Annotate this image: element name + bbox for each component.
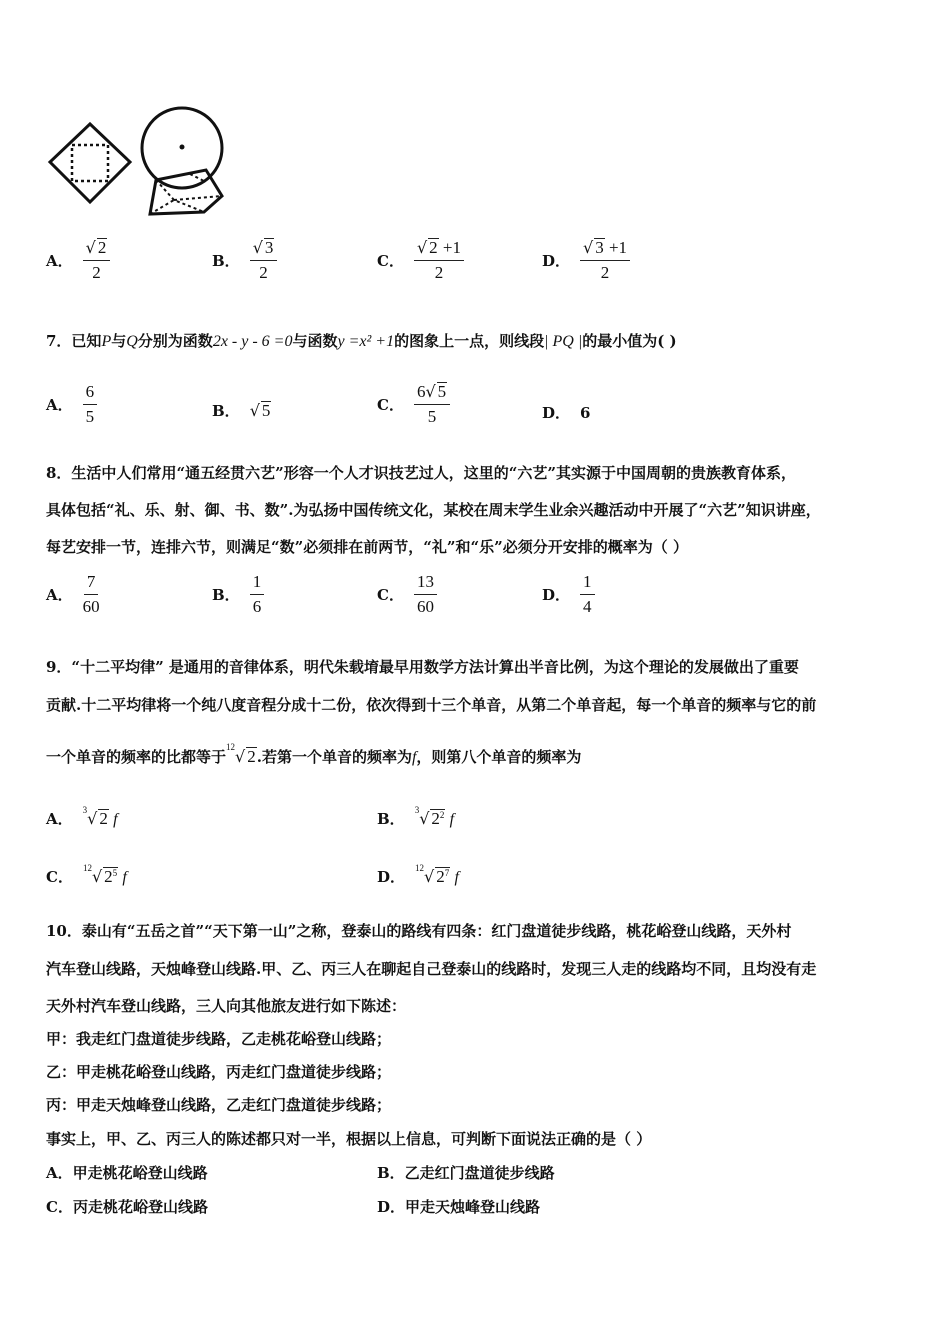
q10-line-5: 乙：甲走桃花峪登山线路，丙走红门盘道徒步线路； — [46, 1063, 392, 1081]
q7-option-b[interactable]: B． √ 5 — [212, 400, 271, 420]
q9-option-b[interactable]: B． $^3$√ $2^2$ f — [377, 804, 455, 828]
q10-line-1: 10．泰山有“五岳之首”“天下第一山”之称，登泰山的路线有四条：红门盘道徒步线路，桃花峪登山线路，天外村 — [46, 922, 792, 940]
q7-option-a[interactable]: A． $\frac{6}{5}$ — [46, 382, 97, 427]
q8-stem: 8．生活中人们常用“通五经贯六艺”形容一个人才识技艺过人，这里的“六艺”其实源于中国周朝的贵族教育体系， 具体包括“礼、乐、射、御、书、数”.为弘扬中国传统文化，某校在周末学生业余兴趣活动中开展了“六艺”知识讲座， 每艺安排一节，连排六节，则满足“数”必须排在前两节，“礼”和“乐”必须分开安排的概率为（ ） — [46, 464, 821, 556]
q9-line-3: 一个单音的频率的比都等于$^{12}$√ 2.若第一个单音的频率为f，则第八个单音的频率为 — [46, 742, 582, 766]
q10-line-2: 汽车登山线路，天烛峰登山线路.甲、乙、丙三人在聊起自己登泰山的线路时，发现三人走的线路均不同，且均没有走 — [46, 960, 817, 978]
q8-option-d[interactable]: D． $\frac{1}{4}$ — [542, 572, 595, 617]
q7-option-d[interactable]: D． 6 — [542, 403, 591, 422]
q6-option-d[interactable]: D． $\frac{√ 3 +1}{2}$ — [542, 238, 630, 283]
q10-option-a[interactable]: A．甲走桃花峪登山线路 — [46, 1164, 208, 1182]
q9-option-d[interactable]: D． $^{12}$√ $2^7$ f — [377, 862, 459, 886]
q8-option-c[interactable]: C． $\frac{13}{60}$ — [377, 572, 437, 617]
q6-option-b[interactable]: B． $\frac{√ 3}{2}$ — [212, 238, 277, 283]
q9-line-1: 9．“十二平均律” 是通用的音律体系，明代朱载堉最早用数学方法计算出半音比例，为这个理论的发展做出了重要 — [46, 658, 799, 676]
center-dot — [180, 145, 185, 150]
q9-option-c[interactable]: C． $^{12}$√ $2^5$ f — [46, 862, 127, 886]
q10-option-b[interactable]: B．乙走红门盘道徒步线路 — [377, 1164, 555, 1182]
q10-line-6: 丙：甲走天烛峰登山线路，乙走红门盘道徒步线路； — [46, 1096, 392, 1114]
q6-option-a[interactable]: A． $\frac{√ 2}{2}$ — [46, 238, 110, 283]
dotted-square — [72, 145, 108, 181]
q10-option-c[interactable]: C．丙走桃花峪登山线路 — [46, 1198, 208, 1216]
diamond-view — [50, 124, 130, 202]
q8-option-a[interactable]: A． $\frac{7}{60}$ — [46, 572, 100, 616]
q10-line-4: 甲：我走红门盘道徒步线路，乙走桃花峪登山线路； — [46, 1030, 392, 1048]
q7-option-c[interactable]: C． $\frac{6√ 5}{5}$ — [377, 382, 450, 427]
q8-option-b[interactable]: B． $\frac{1}{6}$ — [212, 572, 264, 617]
three-view-figure — [46, 100, 236, 220]
q9-option-a[interactable]: A． $^3$√ 2 f — [46, 804, 118, 828]
q6-option-c[interactable]: C． $\frac{√ 2 +1}{2}$ — [377, 238, 464, 283]
q9-line-2: 贡献.十二平均律将一个纯八度音程分成十二份，依次得到十三个单音，从第二个单音起，每一个单音的频率与它的前 — [46, 696, 817, 714]
q7-stem: 7．已知P与Q分别为函数2x - y - 6 =0与函数y =x² +1的图象上一点，则线段| PQ |的最小值为( ) — [46, 332, 677, 350]
q10-option-d[interactable]: D．甲走天烛峰登山线路 — [377, 1198, 541, 1216]
q10-line-7: 事实上，甲、乙、丙三人的陈述都只对一半，根据以上信息，可判断下面说法正确的是（ ） — [46, 1130, 652, 1148]
q10-line-3: 天外村汽车登山线路，三人向其他旅友进行如下陈述： — [46, 997, 407, 1015]
